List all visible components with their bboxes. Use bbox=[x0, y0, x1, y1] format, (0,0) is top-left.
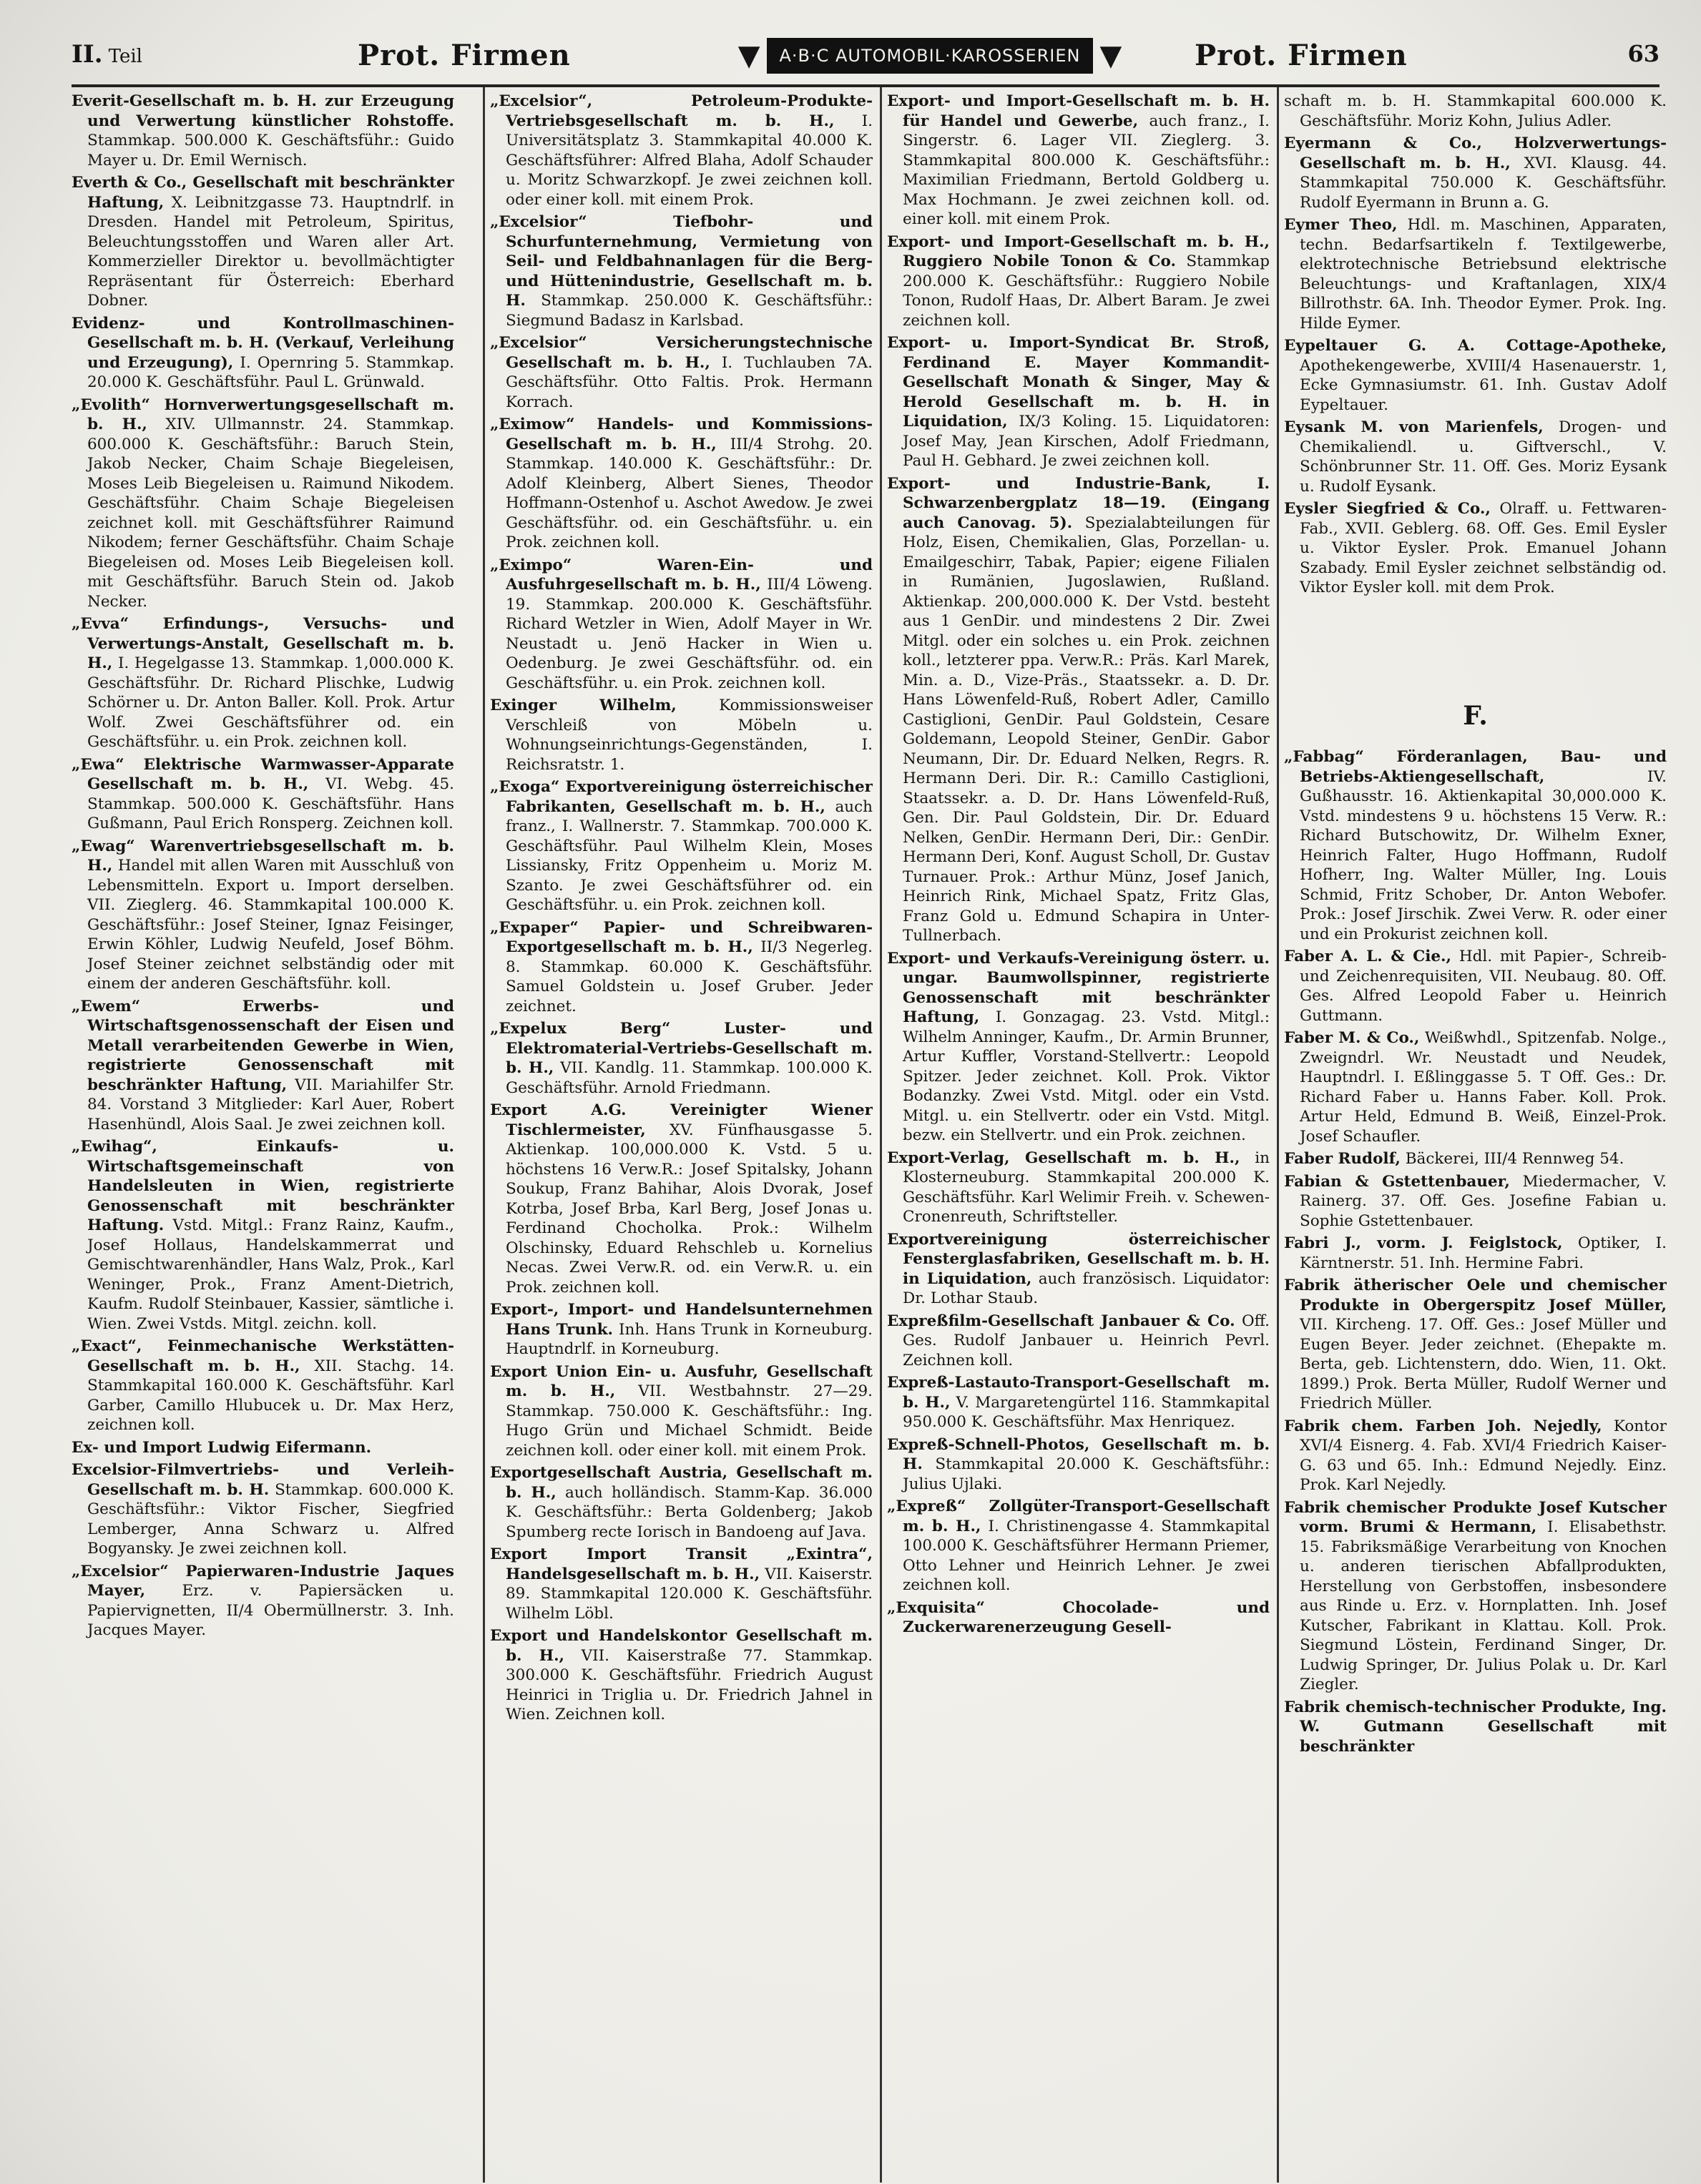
entry-name: Export und Handelskontor Gesellschaft m. b. H., bbox=[490, 1627, 873, 1665]
entry-name: Evidenz- und Kontrollmaschinen-Gesellschaft m. b. H. (Verkauf, Verleihung und Erzeugung), bbox=[72, 314, 454, 372]
entry-text: IV. Gußhausstr. 16. Aktienkapital 30,000.000 K. Vstd. mindestens 9 u. höchstens 15 Verw. R.: Richard Butschowitz, Dr. Wilhelm Exner, Heinrich Falter, Hugo Hoffmann, Rudolf Hofherr, Ing. Walter Müller, Ing. Louis Schmid, Fritz Schober, Dr. Anton Webofer. Prok.: Josef Jirschik. Zwei Verw. R. oder einer und ein Prokurist zeichnen koll. bbox=[1300, 767, 1667, 943]
entry-name: Exinger Wilhelm, bbox=[490, 697, 677, 714]
entry-text: Kommissionsweiser Verschleiß von Möbeln u. Wohnungseinrichtungs-Gegenständen, I. Reichsratstr. 1. bbox=[506, 697, 873, 774]
directory-entry bbox=[490, 556, 873, 694]
directory-entry bbox=[887, 1497, 1270, 1595]
entry-name: Export Import Transit „Exintra“, Handelsgesellschaft m. b. H., bbox=[490, 1545, 873, 1583]
entry-name: Fabrik chem. Farben Joh. Nejedly, bbox=[1284, 1417, 1602, 1435]
entry-name: Export-Verlag, Gesellschaft m. b. H., bbox=[887, 1148, 1240, 1167]
directory-entry bbox=[1284, 1498, 1667, 1695]
entry-text: Weißwhdl., Spitzenfab. Nolge., Zweigndrl. Wr. Neustadt und Neudek, Hauptndrl. I. Eßlinggasse 5. T Off. Ges.: Dr. Richard Faber u. Hanns Faber. Koll. Prok. Artur Held, Edmund B. Weiß, Einzel-Prok. Josef Schaufler. bbox=[1300, 1029, 1667, 1146]
entry-text: auch franz., I. Wallnerstr. 7. Stammkap. 700.000 K. Geschäftsführ. Paul Wilhelm Klein, Moses Lissiansky, Fritz Oppenheim u. Moriz M. Szanto. Je zwei Geschäftsführer od. ein Geschäftsführ. u. ein Prok. zeichnen koll. bbox=[506, 797, 873, 914]
directory-entry bbox=[490, 918, 873, 1017]
entry-text: Off. Ges. Rudolf Janbauer u. Heinrich Pevrl. Zeichnen koll. bbox=[903, 1312, 1270, 1369]
directory-entry bbox=[1284, 499, 1667, 598]
directory-entry bbox=[490, 415, 873, 553]
entry-text: in Klosterneuburg. Stammkapital 200.000 K. Geschäftsführ. Karl Welimir Freih. v. Schewen-Cronenreuth, Schriftsteller. bbox=[903, 1148, 1270, 1226]
directory-entry bbox=[72, 1137, 454, 1334]
entry-text: Stammkap. 250.000 K. Geschäftsführ.: Siegmund Badasz in Karlsbad. bbox=[506, 292, 873, 330]
directory-entry bbox=[1284, 418, 1667, 496]
entry-name: Export- und Import-Gesellschaft m. b. H. für Handel und Gewerbe, bbox=[887, 92, 1270, 130]
entry-name: Fabian & Gstettenbauer, bbox=[1284, 1172, 1510, 1191]
entry-name: Exportvereinigung österreichischer Fensterglasfabriken, Gesellschaft m. b. H. in Liquidation, bbox=[887, 1230, 1270, 1288]
entry-name: „Ewa“ Elektrische Warmwasser-Apparate Gesellschaft m. b. H., bbox=[72, 755, 454, 793]
header-title-right: Prot. Firmen bbox=[1195, 39, 1408, 72]
entry-text: Apothekengewerbe, XVIII/4 Hasenauerstr. 1, Ecke Gymnasiumstr. 61. Inh. Gustav Adolf Eypeltauer. bbox=[1300, 356, 1667, 414]
entry-name: „Expreß“ Zollgüter-Transport-Gesellschaft m. b. H., bbox=[887, 1497, 1270, 1535]
entry-text: I. Opernring 5. Stammkap. 20.000 K. Geschäftsführ. Paul L. Grünwald. bbox=[87, 353, 454, 391]
directory-entry bbox=[887, 1435, 1270, 1495]
directory-entry bbox=[887, 1230, 1270, 1309]
directory-entry bbox=[490, 1626, 873, 1725]
directory-entry bbox=[1284, 1028, 1667, 1146]
directory-entry bbox=[490, 1300, 873, 1359]
directory-entry bbox=[1284, 947, 1667, 1025]
entry-name: Fabri J., vorm. J. Feiglstock, bbox=[1284, 1234, 1563, 1252]
entry-name: „Excelsior“, Petroleum-Produkte-Vertriebsgesellschaft m. b. H., bbox=[490, 92, 873, 130]
entry-text: schaft m. b. H. Stammkapital 600.000 K. Geschäftsführ. Moriz Kohn, Julius Adler. bbox=[1284, 92, 1667, 130]
directory-entry bbox=[887, 92, 1270, 230]
entry-name: Export- und Verkaufs-Vereinigung österr. u. ungar. Baumwollspinner, registrierte Genossenschaft mit beschränkter Haftung, bbox=[887, 949, 1270, 1026]
entry-text: Kontor XVI/4 Eisnerg. 4. Fab. XVI/4 Friedrich Kaiser-G. 63 und 65. Inh.: Edmund Nejedly. Einz. Prok. Karl Nejedly. bbox=[1300, 1417, 1667, 1494]
entry-name: Excelsior-Filmvertriebs- und Verleih-Gesellschaft m. b. H. bbox=[72, 1461, 454, 1499]
section-letter: F. bbox=[1463, 700, 1488, 731]
directory-entry bbox=[887, 949, 1270, 1146]
column-2 bbox=[490, 92, 873, 2180]
directory-entry bbox=[1284, 1234, 1667, 1273]
part-number: II. bbox=[72, 40, 103, 69]
directory-entry bbox=[887, 1312, 1270, 1371]
entry-text: I. Universitätsplatz 3. Stammkapital 40.000 K. Geschäftsführer: Alfred Blaha, Adolf Schauder u. Moritz Schwarzkopf. Je zwei zeichnen koll. oder einer koll. mit einem Prok. bbox=[506, 112, 873, 209]
entry-text: III/4 Strohg. 20. Stammkap. 140.000 K. Geschäftsführ.: Dr. Adolf Kleinberg, Albert Sienes, Theodor Hoffmann-Ostenhof u. Aschot Awedow. Je zwei Geschäftsführ. od. ein Geschäftsführ. u. ein Prok. zeichnen koll. bbox=[506, 435, 873, 551]
entry-name: „Excelsior“ Papierwaren-Industrie Jaques Mayer, bbox=[72, 1562, 454, 1600]
entry-text: Bäckerei, III/4 Rennweg 54. bbox=[1405, 1150, 1624, 1168]
directory-entry bbox=[72, 92, 454, 170]
entry-name: Fabrik chemisch-technischer Produkte, Ing. W. Gutmann Gesellschaft mit beschränkter bbox=[1284, 1698, 1667, 1756]
directory-entry bbox=[72, 173, 454, 311]
header-title-left: Prot. Firmen bbox=[358, 39, 571, 72]
directory-entry bbox=[887, 1148, 1270, 1227]
directory-entry bbox=[72, 1562, 454, 1641]
entry-text: VI. Webg. 45. Stammkap. 500.000 K. Geschäftsführ. Hans Gußmann, Paul Erich Ronsperg. Zeichnen koll. bbox=[87, 775, 454, 832]
directory-entry bbox=[1284, 92, 1667, 131]
entry-text: I. Elisabethstr. 15. Fabriksmäßige Verarbeitung von Knochen u. anderen tierischen Abfallprodukten, Herstellung von Gerbstoffen, insbesondere aus Rinde u. Erz. v. Hornplatten. Inh. Josef Kutscher, Fabrikant in Klattau. Koll. Prok. Siegmund Löstein, Ferdinand Singer, Dr. Ludwig Springer, Dr. Julius Polak u. Dr. Karl Ziegler. bbox=[1300, 1518, 1667, 1693]
entry-name: „Ewihag“, Einkaufs- u. Wirtschaftsgemeinschaft von Handelsleuten in Wien, registrierte Genossenschaft mit beschränkter Haftung. bbox=[72, 1138, 454, 1234]
entry-name: Fabrik chemischer Produkte Josef Kutscher vorm. Brumi & Hermann, bbox=[1284, 1498, 1667, 1536]
entry-text: VII. Kandlg. 11. Stammkap. 100.000 K. Geschäftsführ. Arnold Friedmann. bbox=[506, 1059, 873, 1097]
entry-name: Expreßfilm-Gesellschaft Janbauer & Co. bbox=[887, 1312, 1235, 1330]
directory-entry bbox=[72, 314, 454, 393]
entry-name: „Evolith“ Hornverwertungsgesellschaft m. b. H., bbox=[72, 395, 454, 433]
directory-entry bbox=[1284, 747, 1667, 944]
entry-text: X. Leibnitzgasse 73. Hauptndrlf. in Dresden. Handel mit Petroleum, Spiritus, Beleuchtungsstoffen und Waren aller Art. Kommerzieller Direktor u. bevollmächtigter Repräsentant für Österreich: Eberhard Dobner. bbox=[87, 193, 454, 310]
entry-text: V. Margaretengürtel 116. Stammkapital 950.000 K. Geschäftsführ. Max Henriquez. bbox=[903, 1393, 1270, 1431]
entry-text: Stammkap 200.000 K. Geschäftsführ.: Ruggiero Nobile Tonon, Rudolf Haas, Dr. Albert Baram. Je zwei zeichnen koll. bbox=[903, 252, 1270, 330]
entry-name: „Exact“, Feinmechanische Werkstätten-Gesellschaft m. b. H., bbox=[72, 1337, 454, 1375]
column-divider bbox=[880, 87, 882, 2183]
directory-entry bbox=[490, 1463, 873, 1542]
entry-name: Eyermann & Co., Holzverwertungs-Gesellschaft m. b. H., bbox=[1284, 134, 1667, 172]
entry-name: „Excelsior“ Tiefbohr- und Schurfunternehmung, Vermietung von Seil- und Feldbahnanlagen für die Berg- und Hüttenindustrie, Gesellschaft m. b. H. bbox=[490, 213, 873, 310]
directory-entry bbox=[887, 333, 1270, 471]
entry-name: Export A.G. Vereinigter Wiener Tischlermeister, bbox=[490, 1101, 873, 1139]
directory-entry bbox=[490, 92, 873, 210]
entry-text: I. Hegelgasse 13. Stammkap. 1,000.000 K. Geschäftsführ. Dr. Richard Plischke, Ludwig Schörner u. Dr. Anton Baller. Koll. Prok. Artur Wolf. Zwei Geschäftsführer od. ein Geschäftsführ. u. ein Prok. zeichnen koll. bbox=[87, 654, 454, 751]
entry-text: VII. Kaiserstraße 77. Stammkap. 300.000 K. Geschäftsführ. Friedrich August Heinrici in Triglia u. Dr. Friedrich Jahnel in Wien. Zeichnen koll. bbox=[506, 1646, 873, 1723]
entry-text: Drogen- und Chemikaliendl. u. Giftverschl., V. Schönbrunner Str. 11. Off. Ges. Moriz Eysank u. Rudolf Eysank. bbox=[1300, 418, 1667, 496]
entry-text: II/3 Negerleg. 8. Stammkap. 60.000 K. Geschäftsführ. Samuel Goldstein u. Josef Gruber. Jeder zeichnet. bbox=[506, 938, 873, 1015]
entry-name: Export-, Import- und Handelsunternehmen Hans Trunk. bbox=[490, 1301, 873, 1339]
entry-name: Eypeltauer G. A. Cottage-Apotheke, bbox=[1284, 337, 1667, 355]
directory-entry bbox=[72, 614, 454, 752]
entry-name: „Eximpo“ Waren-Ein- und Ausfuhrgesellschaft m. b. H., bbox=[490, 556, 873, 594]
entry-text: auch franz., I. Singerstr. 6. Lager VII. Zieglerg. 3. Stammkapital 800.000 K. Geschäftsführ.: Maximilian Friedmann, Bertold Goldberg u. Max Hochmann. Je zwei zeichnen koll. od. einer koll. mit einem Prok. bbox=[903, 112, 1270, 228]
page-header bbox=[72, 36, 1660, 80]
entry-name: Export- und Industrie-Bank, I. Schwarzenbergplatz 18—19. (Eingang auch Canovag. 5). bbox=[887, 474, 1270, 532]
directory-entry bbox=[490, 696, 873, 774]
entry-text: I. Tuchlauben 7A. Geschäftsführ. Otto Faltis. Prok. Hermann Korrach. bbox=[506, 353, 873, 411]
entry-name: Export- u. Import-Syndicat Br. Stroß, Ferdinand E. Mayer Kommandit-Gesellschaft Monath & Singer, May & Herold Gesellschaft m. b. H. in Liquidation, bbox=[887, 334, 1270, 431]
entry-text: IX/3 Koling. 15. Liquidatoren: Josef May, Jean Kirschen, Adolf Friedmann, Paul H. Gebhard. Je zwei zeichnen koll. bbox=[903, 413, 1270, 470]
entry-name: „Ewag“ Warenvertriebsgesellschaft m. b. H., bbox=[72, 837, 454, 875]
directory-entry bbox=[490, 1545, 873, 1623]
entry-text: Olraff. u. Fettwaren-Fab., XVII. Geblerg. 68. Off. Ges. Emil Eysler u. Viktor Eysler. Prok. Emanuel Johann Szabady. Emil Eysler zeichnet selbständig od. Viktor Eysler koll. mit dem Prok. bbox=[1300, 500, 1667, 596]
entry-name: Eysank M. von Marienfels, bbox=[1284, 418, 1544, 436]
entry-text: Stammkapital 20.000 K. Geschäftsführ.: Julius Ujlaki. bbox=[903, 1455, 1270, 1493]
entry-text: Spezialabteilungen für Holz, Eisen, Chemikalien, Glas, Porzellan- u. Emailgeschirr, Tabak, Papier; eigene Filialen in Rumänien, Jugoslawien, Rußland. Aktienkap. 200,000.000 K. Der Vstd. besteht aus 1 GenDir. und mindestens 2 Dir. Zwei Mitgl. oder ein solches u. ein Prok. zeichnen koll., letzterer ppa. Verw.R.: Präs. Karl Marek, Min. a. D., Vize-Präs., Staatssekr. a. D. Dr. Hans Löwenfeld-Ruß, Robert Adler, Camillo Castiglioni, GenDir. Paul Goldstein, Cesare Goldemann, Leopold Steiner, GenDir. Gabor Neumann, Dir. Dr. Eduard Nelken, Regrs. R. Hermann Deri. Dir. R.: Camillo Castiglioni, Staatssekr. a. D. Dr. Hans Löwenfeld-Ruß, Gen. Dir. Paul Goldstein, Dir. Dr. Eduard Nelken, GenDir. Hermann Deri, Dir.: GenDir. Hermann Deri, Konf. August Scholl, Dr. Gustav Turnauer. Prok.: Arthur Münz, Josef Janich, Heinrich Rink, Michael Spatz, Fritz Glas, Franz Gold u. Edmund Schapira in Unter-Tullnerbach. bbox=[903, 513, 1270, 945]
directory-entry bbox=[1284, 1149, 1667, 1169]
entry-text: Inh. Hans Trunk in Korneuburg. Hauptndrlf. in Korneuburg. bbox=[506, 1320, 873, 1358]
entry-name: Expreß-Schnell-Photos, Gesellschaft m. b. H. bbox=[887, 1435, 1270, 1473]
entry-name: „Fabbag“ Förderanlagen, Bau- und Betriebs-Aktiengesellschaft, bbox=[1284, 748, 1667, 786]
entry-text: XV. Fünfhausgasse 5. Aktienkap. 100,000.000 K. Vstd. 5 u. höchstens 16 Verw.R.: Josef Spitalsky, Johann Soukup, Franz Bahihar, Alois Dvorak, Josef Kotrba, Josef Brba, Karl Berg, Josef Jonas u. Ferdinand Chocholka. Prok.: Wilhelm Olschinsky, Eduard Rehschleb u. Kornelius Necas. Zwei Verw.R. od. ein Verw.R. u. ein Prok. zeichnen koll. bbox=[506, 1121, 873, 1297]
part-label bbox=[72, 40, 142, 69]
directory-entry bbox=[72, 1460, 454, 1559]
page-number: 63 bbox=[1627, 40, 1660, 67]
directory-entry bbox=[887, 232, 1270, 331]
directory-entry bbox=[490, 1019, 873, 1098]
column-3 bbox=[887, 92, 1270, 2180]
entry-text: VII. Kaiserstr. 89. Stammkapital 120.000 K. Geschäftsführ. Wilhelm Löbl. bbox=[506, 1565, 873, 1623]
entry-text: VII. Mariahilfer Str. 84. Vorstand 3 Mitglieder: Karl Auer, Robert Hasenhündl, Alois Saal. Je zwei zeichnen koll. bbox=[87, 1076, 454, 1133]
directory-entry bbox=[490, 1101, 873, 1297]
entry-text: Erz. v. Papiersäcken u. Papiervignetten, II/4 Obermüllnerstr. 3. Inh. Jacques Mayer. bbox=[87, 1582, 454, 1639]
entry-text: III/4 Löweng. 19. Stammkap. 200.000 K. Geschäftsführ. Richard Wetzler in Wien, Adolf Mayer in Wr. Neustadt u. Jenö Hacker in Wien u. Oedenburg. Je zwei Geschäftsführ. od. ein Geschäftsführ. u. ein Prok. zeichnen koll. bbox=[506, 576, 873, 692]
entry-name: „Exquisita“ Chocolade- und Zuckerwarenerzeugung Gesell- bbox=[887, 1598, 1270, 1636]
entry-name: „Expelux Berg“ Luster- und Elektromaterial-Vertriebs-Gesellschaft m. b. H., bbox=[490, 1020, 873, 1077]
directory-entry bbox=[490, 777, 873, 915]
entry-name: Fabrik ätherischer Oele und chemischer Produkte in Obergerspitz Josef Müller, bbox=[1284, 1277, 1667, 1314]
banner-text: A·B·C AUTOMOBIL·KAROSSERIEN bbox=[767, 38, 1092, 74]
entry-name: „Eximow“ Handels- und Kommissions-Gesellschaft m. b. H., bbox=[490, 415, 873, 453]
directory-entry bbox=[490, 212, 873, 330]
column-4 bbox=[1284, 92, 1667, 2180]
directory-entry bbox=[1284, 1417, 1667, 1495]
directory-entry bbox=[72, 1438, 454, 1458]
entry-name: Faber Rudolf, bbox=[1284, 1150, 1401, 1168]
entry-name: Eysler Siegfried & Co., bbox=[1284, 500, 1491, 518]
entry-name: Faber M. & Co., bbox=[1284, 1029, 1420, 1047]
entry-text: Stammkap. 600.000 K. Geschäftsführ.: Viktor Fischer, Siegfried Lemberger, Anna Schwarz u. Alfred Bogyansky. Je zwei zeichnen koll. bbox=[87, 1480, 454, 1558]
column-divider bbox=[1277, 87, 1279, 2183]
entry-text: Hdl. m. Maschinen, Apparaten, techn. Bedarfsartikeln f. Textilgewerbe, elektrotechnische Betriebsund elektrische Beleuchtungs- und Kraftanlagen, XIX/4 Billrothstr. 6A. Inh. Theodor Eymer. Prok. Ing. Hilde Eymer. bbox=[1300, 216, 1667, 333]
directory-entry bbox=[72, 1337, 454, 1435]
entry-name: Export- und Import-Gesellschaft m. b. H., Ruggiero Nobile Tonon & Co. bbox=[887, 232, 1270, 270]
entry-text: XVI. Klausg. 44. Stammkapital 750.000 K. Geschäftsführ. Rudolf Eyermann in Brunn a. G. bbox=[1300, 154, 1667, 212]
directory-entry bbox=[887, 1373, 1270, 1432]
entry-name: Faber A. L. & Cie., bbox=[1284, 948, 1452, 965]
entry-text: VII. Westbahnstr. 27—29. Stammkap. 750.000 K. Geschäftsführ.: Ing. Hugo Grün und Michael Schmidt. Beide zeichnen koll. oder einer koll. mit einem Prok. bbox=[506, 1382, 873, 1460]
directory-entry bbox=[1284, 215, 1667, 333]
part-word: Teil bbox=[108, 46, 142, 67]
entry-text: Hdl. mit Papier-, Schreib- und Zeichenrequisiten, VII. Neubaug. 80. Off. Ges. Alfred Leopold Faber u. Heinrich Guttmann. bbox=[1300, 948, 1667, 1025]
entry-name: Eymer Theo, bbox=[1284, 216, 1398, 234]
entry-text: auch französisch. Liquidator: Dr. Lothar Staub. bbox=[903, 1269, 1270, 1307]
entry-name: Export Union Ein- u. Ausfuhr, Gesellschaft m. b. H., bbox=[490, 1362, 873, 1400]
entry-name: Exportgesellschaft Austria, Gesellschaft m. b. H., bbox=[490, 1464, 873, 1502]
directory-entry bbox=[1284, 1172, 1667, 1231]
entry-name: Ex- und Import Ludwig Eifermann. bbox=[72, 1438, 372, 1457]
entry-name: „Ewem“ Erwerbs- und Wirtschaftsgenossenschaft der Eisen und Metall verarbeitenden Gewerbe in Wien, registrierte Genossenschaft mit beschränkter Haftung, bbox=[72, 997, 454, 1094]
entry-text: Miedermacher, V. Rainerg. 37. Off. Ges. Josefine Fabian u. Sophie Gstettenbauer. bbox=[1300, 1172, 1667, 1230]
column-divider bbox=[483, 87, 485, 2183]
entry-name: „Evva“ Erfindungs-, Versuchs- und Verwertungs-Anstalt, Gesellschaft m. b. H., bbox=[72, 615, 454, 672]
entry-text: Optiker, I. Kärntnerstr. 51. Inh. Hermine Fabri. bbox=[1300, 1234, 1667, 1272]
entry-text: auch holländisch. Stamm-Kap. 36.000 K. Geschäftsführ.: Berta Goldenberg; Jakob Spumberg recte Iorisch in Bandoeng auf Java. bbox=[506, 1483, 873, 1541]
entry-text: XIV. Ullmannstr. 24. Stammkap. 600.000 K. Geschäftsführ.: Baruch Stein, Jakob Necker, Chaim Schaje Biegeleisen, Moses Leib Biegeleisen u. Raimund Nikodem. Geschäftsführ. Chaim Schaje Biegeleisen zeichnet koll. mit Geschäftsführer Raimund Nikodem; ferner Geschäftsführ. Chaim Schaje Biegeleisen od. Moses Leib Biegeleisen koll. mit Geschäftsführ. Baruch Stein od. Jakob Necker. bbox=[87, 415, 454, 611]
directory-entry bbox=[887, 474, 1270, 946]
entry-text: Vstd. Mitgl.: Franz Rainz, Kaufm., Josef Hollaus, Handelskammerrat und Gemischtwarenhändler, Hans Walz, Prok., Karl Weninger, Prok., Franz Ament-Dietrich, Kaufm. Rudolf Steinbauer, Kassier, sämtliche i. Wien. Zwei Vstds. Mitgl. zeichn. koll. bbox=[87, 1216, 454, 1333]
entry-text: Handel mit allen Waren mit Ausschluß von Lebensmitteln. Export u. Import derselben. VII. Zieglerg. 46. Stammkapital 100.000 K. Geschäftsführ.: Josef Steiner, Ignaz Feisinger, Erwin Köhler, Ludwig Neufeld, Josef Böhm. Josef Steiner zeichnet selbständig oder mit einem der anderen Geschäftsführ. koll. bbox=[87, 857, 454, 993]
abc-logo-right-icon: ▼ bbox=[1099, 39, 1122, 72]
entry-name: Expreß-Lastauto-Transport-Gesellschaft m. b. H., bbox=[887, 1374, 1270, 1412]
entry-text: Stammkap. 500.000 K. Geschäftsführ.: Guido Mayer u. Dr. Emil Wernisch. bbox=[87, 132, 454, 169]
header-rule bbox=[72, 84, 1660, 87]
entry-name: „Excelsior“ Versicherungstechnische Gesellschaft m. b. H., bbox=[490, 334, 873, 372]
directory-entry bbox=[887, 1598, 1270, 1638]
directory-entry bbox=[1284, 336, 1667, 415]
section-spacer bbox=[1284, 601, 1667, 679]
entry-name: Everit-Gesellschaft m. b. H. zur Erzeugung und Verwertung künstlicher Rohstoffe. bbox=[72, 92, 454, 130]
directory-entry bbox=[1284, 134, 1667, 212]
directory-entry bbox=[1284, 1698, 1667, 1757]
directory-entry bbox=[72, 997, 454, 1135]
entry-name: „Expaper“ Papier- und Schreibwaren-Exportgesellschaft m. b. H., bbox=[490, 918, 873, 956]
directory-entry bbox=[490, 333, 873, 412]
directory-entry bbox=[72, 395, 454, 612]
abc-logo-left-icon: ▼ bbox=[737, 39, 760, 72]
entry-text: XII. Stachg. 14. Stammkapital 160.000 K. Geschäftsführ. Karl Garber, Camillo Hlubucek u. Dr. Max Herz, zeichnen koll. bbox=[87, 1357, 454, 1434]
entry-text: VII. Kircheng. 17. Off. Ges.: Josef Müller und Eugen Beyer. Jeder zeichnet. (Ehepakte m. Berta, geb. Lichtenstern, ddo. Wien, 11. Okt. 1899.) Prok. Berta Müller, Rudolf Werner und Friedrich Müller. bbox=[1300, 1316, 1667, 1412]
column-1 bbox=[72, 92, 454, 2180]
entry-name: „Exoga“ Exportvereinigung österreichischer Fabrikanten, Gesellschaft m. b. H., bbox=[490, 778, 873, 816]
entry-text: I. Christinengasse 4. Stammkapital 100.000 K. Geschäftsführer Hermann Priemer, Otto Lehner und Heinrich Lehner. Je zwei zeichnen koll. bbox=[903, 1517, 1270, 1594]
directory-entry bbox=[1284, 1276, 1667, 1414]
directory-entry bbox=[72, 837, 454, 994]
header-banner bbox=[715, 36, 1144, 76]
directory-entry bbox=[72, 755, 454, 834]
directory-entry bbox=[490, 1362, 873, 1461]
entry-name: Everth & Co., Gesellschaft mit beschränkter Haftung, bbox=[72, 174, 454, 212]
entry-text: I. Gonzagag. 23. Vstd. Mitgl.: Wilhelm Anninger, Kaufm., Dr. Armin Brunner, Artur Kuffler, Vorstand-Stellvertr.: Leopold Spitzer. Jeder zeichnet. Koll. Prok. Viktor Bodanzky. Zwei Vstd. Mitgl. oder ein Vstd. Mitgl. u. ein Stellvertr. oder ein Vstd. Mitgl. bezw. ein Stellvertr. und ein Prok. zeichnen. bbox=[903, 1008, 1270, 1144]
